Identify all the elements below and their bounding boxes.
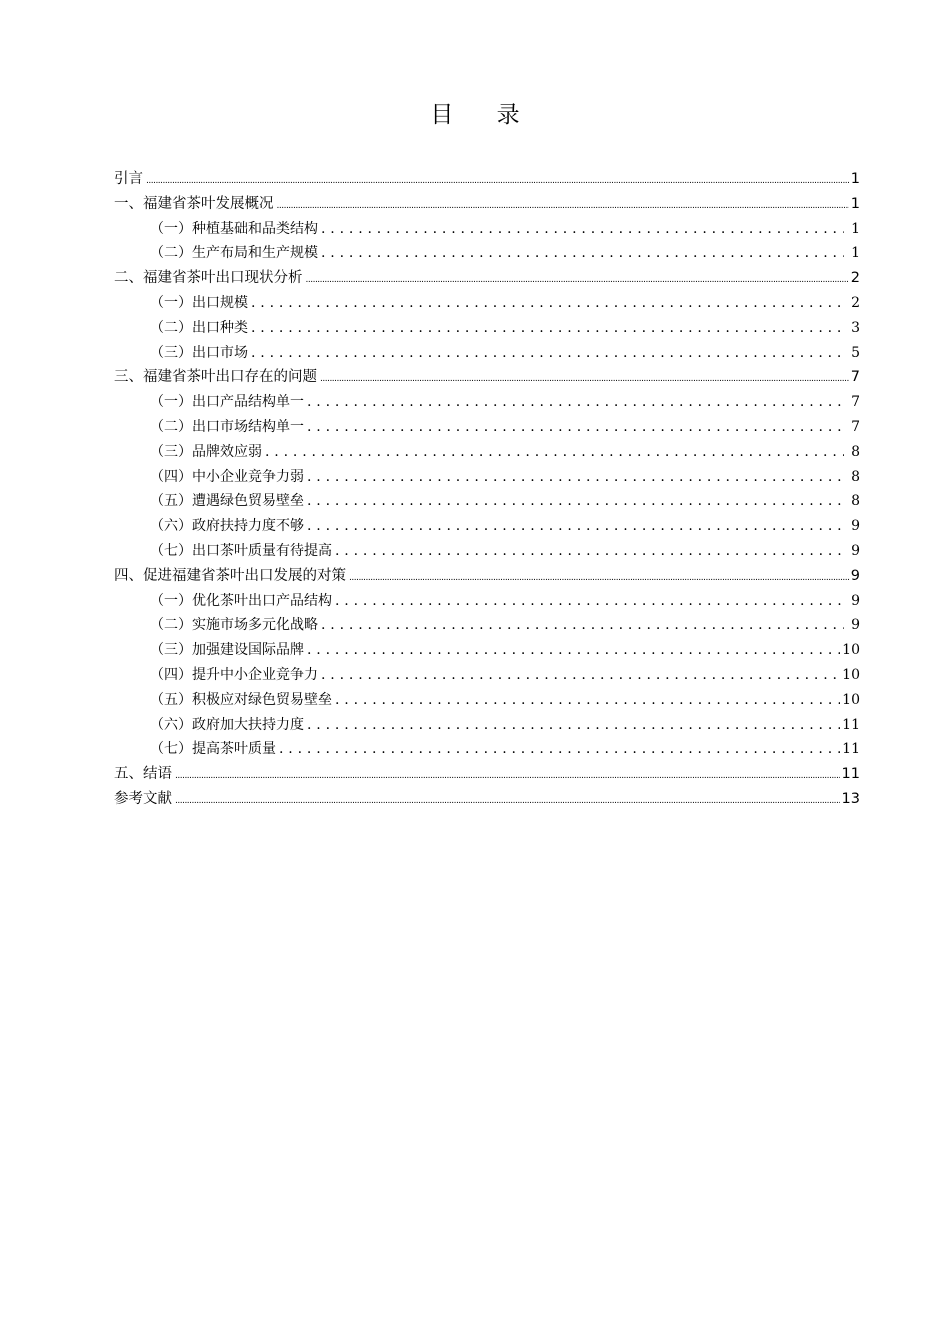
- toc-entry-title: （三）品牌效应弱: [150, 443, 262, 460]
- toc-entry[interactable]: [114, 415, 860, 440]
- dot-leader: [307, 465, 844, 490]
- toc-entry-title: （一）出口产品结构单一: [150, 394, 304, 411]
- dot-leader: [321, 613, 844, 638]
- table-of-contents: [114, 167, 860, 812]
- dot-leader: [146, 167, 849, 194]
- toc-entry-page-number: 8: [851, 493, 860, 510]
- toc-entry[interactable]: [114, 589, 860, 614]
- toc-entry-page-number: 9: [851, 617, 860, 634]
- dot-leader: [251, 291, 844, 316]
- toc-entry-title: （二）生产布局和生产规模: [150, 245, 318, 262]
- toc-entry-page-number: 7: [850, 369, 860, 386]
- dot-leader: [279, 737, 840, 762]
- toc-entry-title: 四、促进福建省茶叶出口发展的对策: [114, 567, 346, 584]
- page-title: 目 录: [430, 102, 538, 128]
- toc-entry[interactable]: [114, 241, 860, 266]
- toc-entry[interactable]: [114, 390, 860, 415]
- dot-leader: [307, 415, 844, 440]
- toc-entry[interactable]: [114, 514, 860, 539]
- dot-leader: [307, 713, 840, 738]
- dot-leader: [307, 390, 844, 415]
- toc-entry-page-number: 9: [850, 567, 860, 584]
- toc-entry[interactable]: [114, 266, 860, 291]
- dot-leader: [321, 663, 840, 688]
- toc-entry-page-number: 9: [851, 542, 860, 559]
- dot-leader: [251, 316, 844, 341]
- toc-entry-page-number: 13: [841, 790, 860, 807]
- toc-entry-title: （三）出口市场: [150, 344, 248, 361]
- toc-entry-title: （二）出口种类: [150, 319, 248, 336]
- dot-leader: [349, 564, 849, 591]
- toc-entry-title: （一）出口规模: [150, 294, 248, 311]
- toc-entry-page-number: 2: [850, 270, 860, 287]
- toc-entry-title: （七）提高茶叶质量: [150, 741, 276, 758]
- toc-entry-page-number: 10: [842, 691, 860, 708]
- toc-entry-title: （三）加强建设国际品牌: [150, 642, 304, 659]
- toc-entry-title: （二）实施市场多元化战略: [150, 617, 318, 634]
- toc-entry-title: （七）出口茶叶质量有待提高: [150, 542, 332, 559]
- toc-entry-page-number: 9: [851, 592, 860, 609]
- toc-entry[interactable]: [114, 613, 860, 638]
- toc-entry-title: （二）出口市场结构单一: [150, 418, 304, 435]
- dot-leader: [320, 365, 849, 392]
- toc-entry[interactable]: [114, 440, 860, 465]
- toc-entry[interactable]: [114, 663, 860, 688]
- toc-entry-page-number: 9: [851, 518, 860, 535]
- toc-entry[interactable]: [114, 737, 860, 762]
- toc-entry[interactable]: [114, 688, 860, 713]
- toc-entry-title: （一）优化茶叶出口产品结构: [150, 592, 332, 609]
- toc-entry-page-number: 1: [850, 195, 860, 212]
- toc-entry-title: 二、福建省茶叶出口现状分析: [114, 270, 303, 287]
- dot-leader: [306, 266, 849, 293]
- dot-leader: [321, 241, 844, 266]
- toc-entry[interactable]: [114, 762, 860, 787]
- toc-entry-title: （五）积极应对绿色贸易壁垒: [150, 691, 332, 708]
- toc-entry-page-number: 1: [851, 220, 860, 237]
- toc-entry-title: 一、福建省茶叶发展概况: [114, 195, 274, 212]
- dot-leader: [307, 638, 840, 663]
- toc-entry[interactable]: [114, 291, 860, 316]
- toc-entry-page-number: 3: [851, 319, 860, 336]
- toc-entry-page-number: 10: [842, 642, 860, 659]
- toc-entry-page-number: 8: [851, 468, 860, 485]
- toc-entry[interactable]: [114, 341, 860, 366]
- toc-entry-title: （六）政府加大扶持力度: [150, 716, 304, 733]
- dot-leader: [335, 589, 844, 614]
- toc-entry-page-number: 1: [850, 171, 860, 187]
- toc-entry-page-number: 11: [841, 766, 860, 783]
- toc-entry-title: （四）中小企业竞争力弱: [150, 468, 304, 485]
- toc-entry-title: （六）政府扶持力度不够: [150, 518, 304, 535]
- toc-entry-page-number: 5: [851, 344, 860, 361]
- toc-entry[interactable]: [114, 638, 860, 663]
- toc-entry-title: （五）遭遇绿色贸易壁垒: [150, 493, 304, 510]
- toc-entry-title: 参考文献: [114, 790, 172, 807]
- toc-entry-title: 三、福建省茶叶出口存在的问题: [114, 369, 317, 386]
- toc-entry[interactable]: [114, 787, 860, 812]
- dot-leader: [175, 762, 840, 789]
- toc-entry-page-number: 7: [851, 418, 860, 435]
- toc-entry[interactable]: [114, 713, 860, 738]
- toc-entry-title: 五、结语: [114, 766, 172, 783]
- dot-leader: [335, 539, 844, 564]
- toc-entry[interactable]: [114, 217, 860, 242]
- toc-entry-title: 引言: [114, 171, 143, 187]
- toc-entry-title: （一）种植基础和品类结构: [150, 220, 318, 237]
- toc-entry[interactable]: [114, 365, 860, 390]
- toc-entry-page-number: 11: [842, 716, 860, 733]
- toc-entry-title: （四）提升中小企业竞争力: [150, 666, 318, 683]
- dot-leader: [251, 341, 844, 366]
- toc-entry-page-number: 7: [851, 394, 860, 411]
- toc-entry[interactable]: [114, 489, 860, 514]
- toc-entry[interactable]: [114, 167, 860, 192]
- dot-leader: [277, 192, 849, 219]
- dot-leader: [307, 489, 844, 514]
- dot-leader: [175, 787, 840, 814]
- toc-entry-page-number: 1: [851, 245, 860, 262]
- dot-leader: [265, 440, 844, 465]
- toc-entry[interactable]: [114, 316, 860, 341]
- toc-entry[interactable]: [114, 564, 860, 589]
- toc-entry-page-number: 10: [842, 666, 860, 683]
- toc-entry-page-number: 11: [842, 741, 860, 758]
- dot-leader: [307, 514, 844, 539]
- dot-leader: [321, 217, 844, 242]
- toc-entry[interactable]: [114, 192, 860, 217]
- dot-leader: [335, 688, 840, 713]
- toc-entry[interactable]: [114, 539, 860, 564]
- toc-entry[interactable]: [114, 465, 860, 490]
- toc-entry-page-number: 8: [851, 443, 860, 460]
- toc-entry-page-number: 2: [851, 294, 860, 311]
